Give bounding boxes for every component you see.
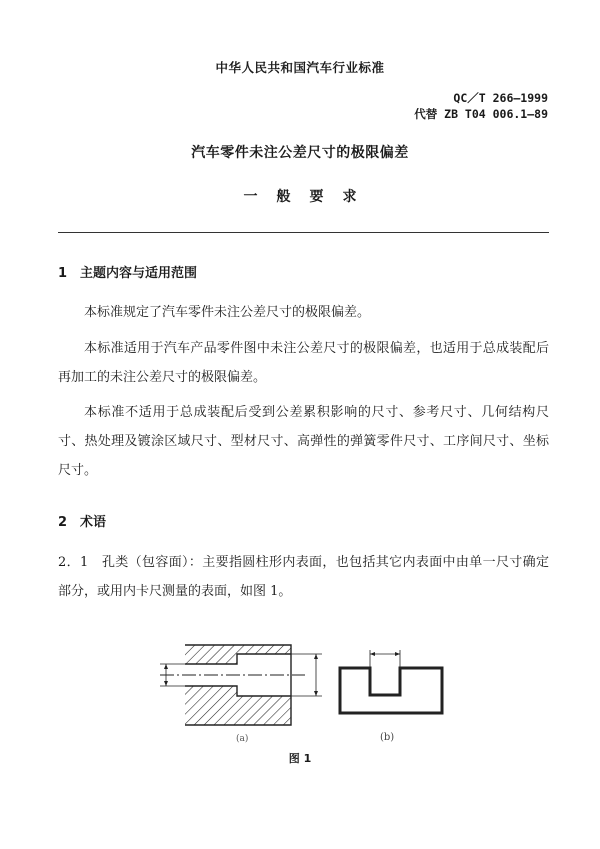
- section-1-paragraph-2: 本标准适用于汽车产品零件图中未注公差尺寸的极限偏差，也适用于总成装配后再加工的未注公差尺寸的极限偏差。: [58, 341, 549, 385]
- section-1-title: 主题内容与适用范围: [80, 266, 198, 281]
- section-2-number: 2: [58, 515, 68, 530]
- figure-b-part: [340, 650, 442, 713]
- document-title: 汽车零件未注公差尺寸的极限偏差: [191, 145, 409, 161]
- figure-label-a: (a): [236, 734, 249, 744]
- standard-category-title: 中华人民共和国汽车行业标准: [215, 60, 385, 75]
- section-2-heading: [58, 511, 106, 530]
- section-1-paragraph-3: 本标准不适用于总成装配后受到公差累积影响的尺寸、参考尺寸、几何结构尺寸、热处理及镀涂区域尺寸、型材尺寸、高弹性的弹簧零件尺寸、工序间尺寸、坐标尺寸。: [58, 405, 549, 478]
- header-divider: [58, 232, 549, 233]
- standard-number: QC／T 266—1999: [453, 91, 548, 105]
- section-1-heading: [58, 262, 197, 281]
- figure-caption: 图 1: [288, 752, 312, 765]
- clause-2-1: 2．1 孔类（包容面）：主要指圆柱形内表面，也包括其它内表面中由单一尺寸确定部分，或用内卡尺测量的表面，如图 1。: [58, 555, 549, 599]
- section-2-title: 术语: [80, 515, 107, 530]
- replaces-standard: 代替 ZB T04 006.1—89: [414, 107, 548, 121]
- section-1-number: 1: [58, 266, 68, 281]
- figure-1-drawing: [150, 640, 460, 740]
- document-subtitle: 一般要求: [243, 189, 376, 205]
- figure-label-b: (b): [380, 732, 395, 743]
- section-1-paragraph-1: 本标准规定了汽车零件未注公差尺寸的极限偏差。: [84, 305, 371, 320]
- figure-a-part: [160, 645, 322, 725]
